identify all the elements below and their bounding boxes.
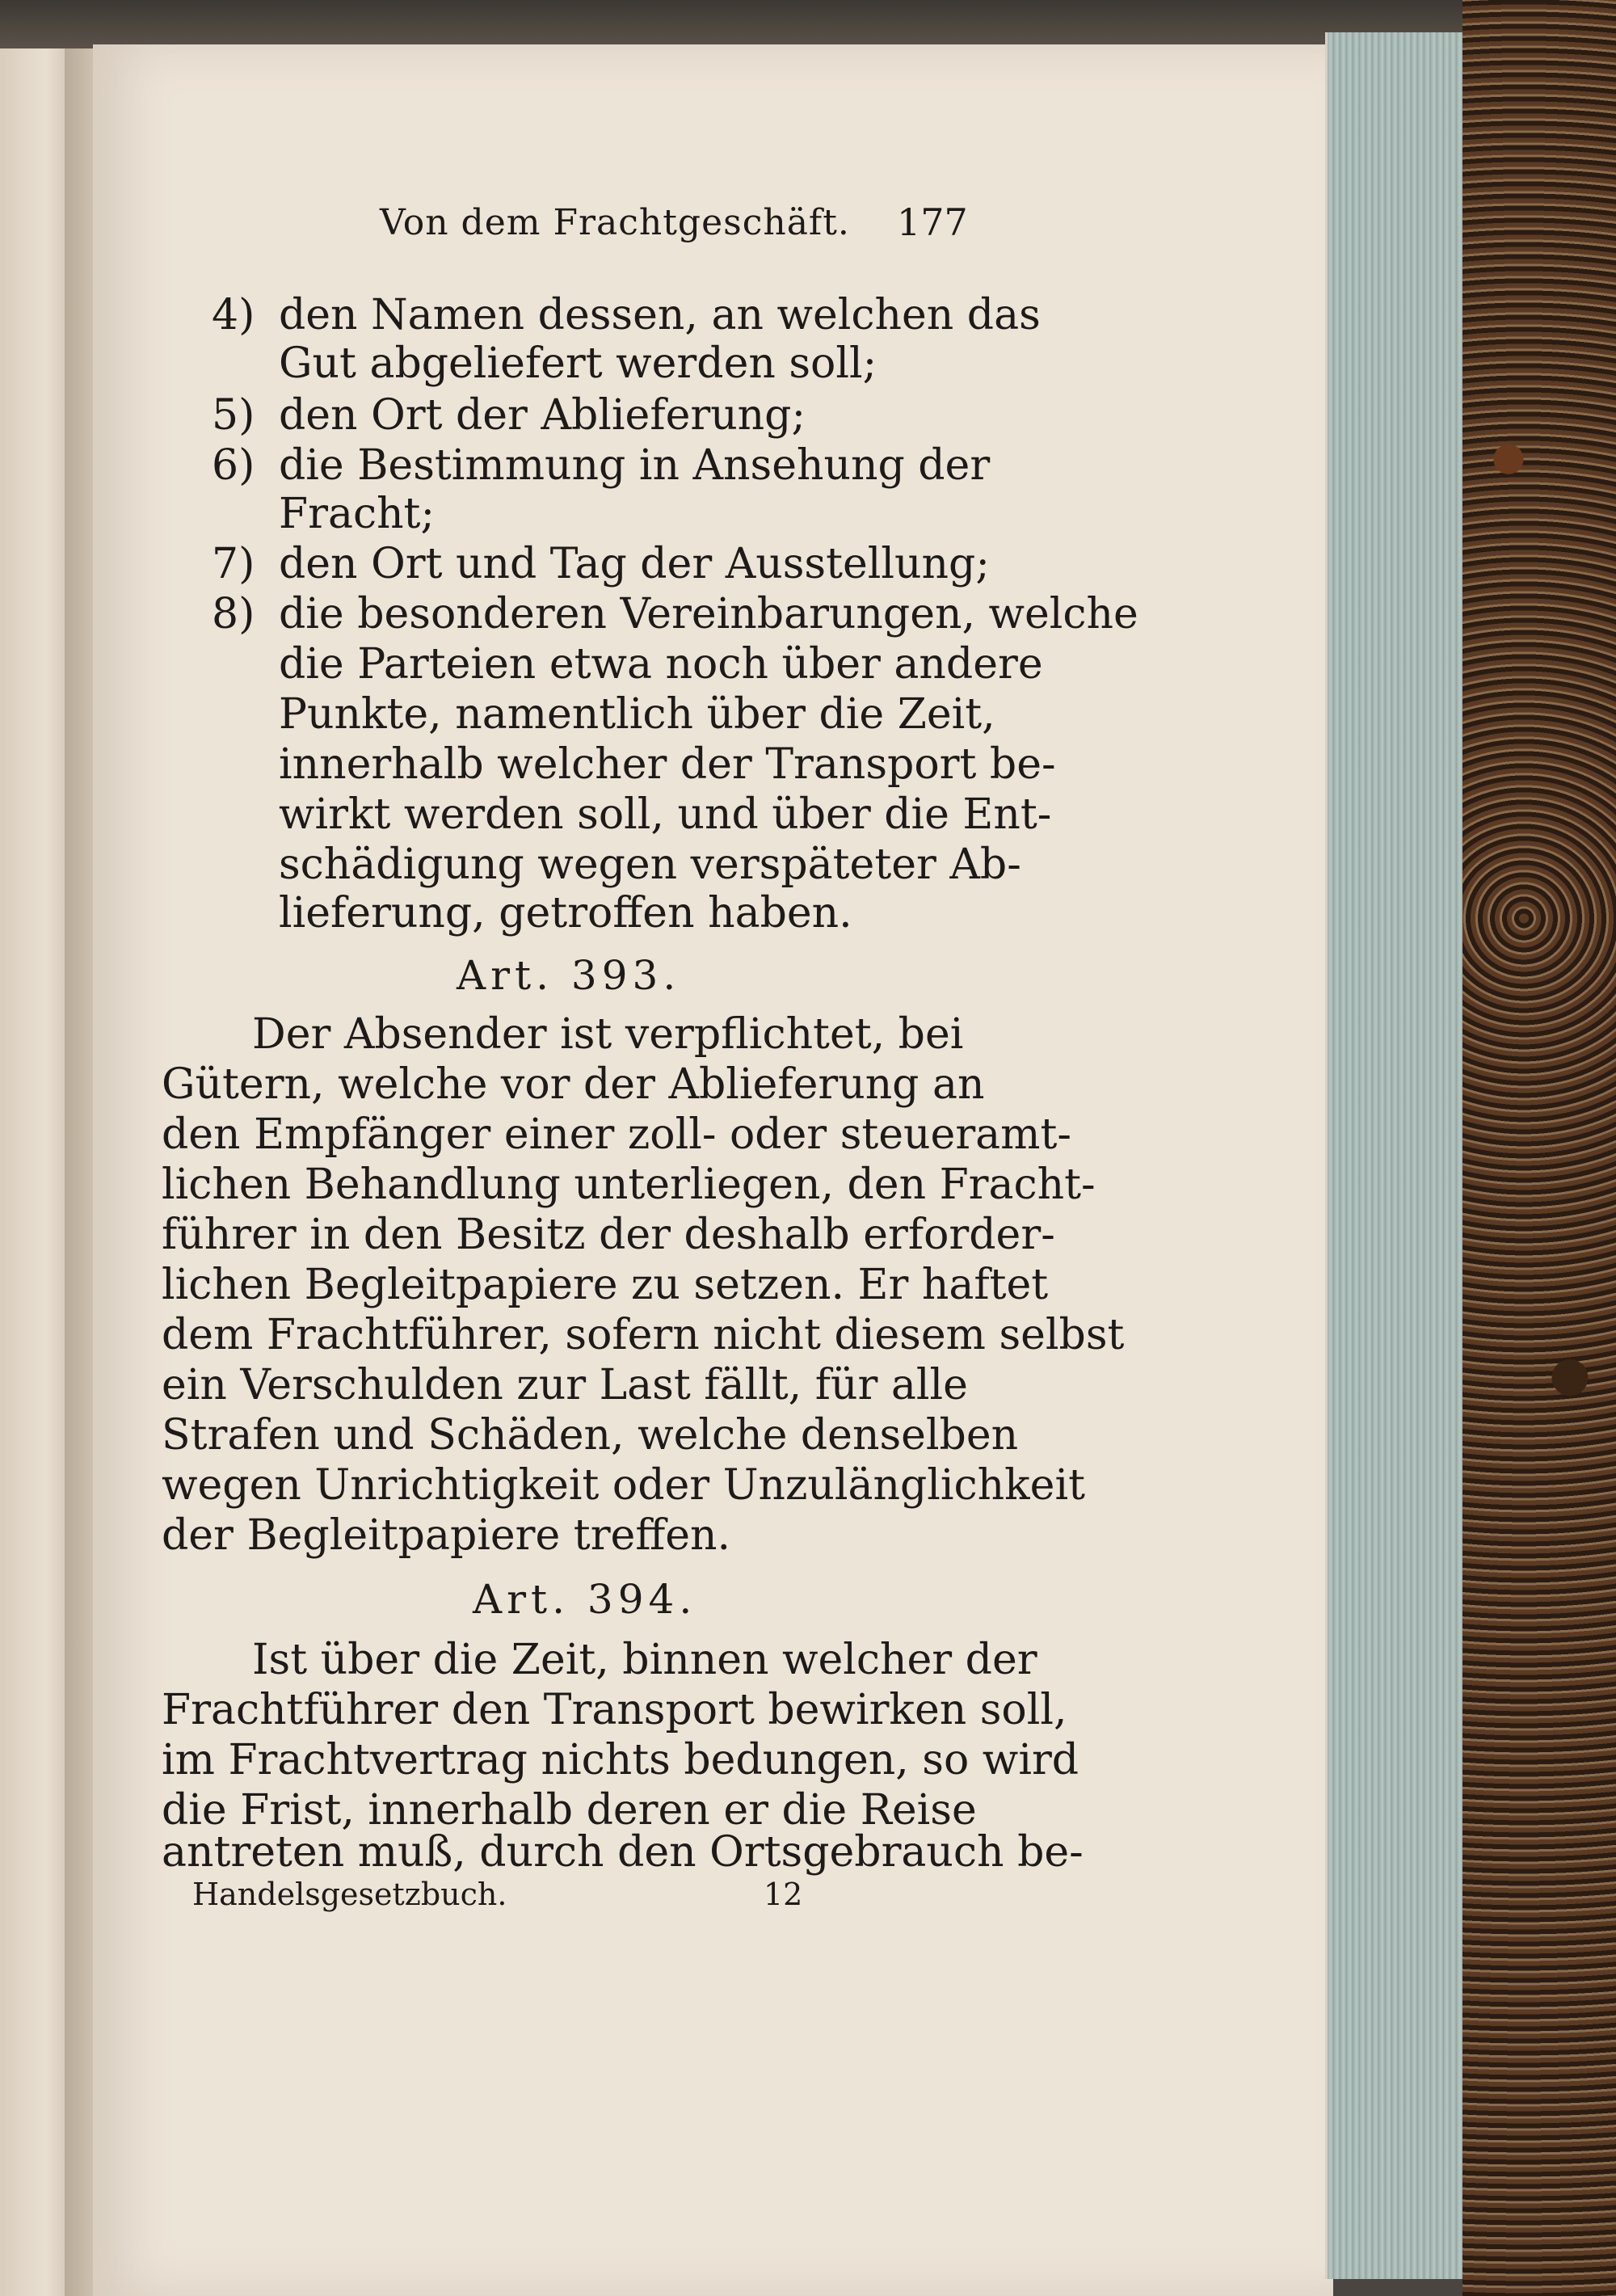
- list-item-number: 7): [212, 540, 255, 588]
- list-item-line: den Ort der Ablieferung;: [279, 391, 806, 440]
- list-item-number: 5): [212, 391, 255, 440]
- list-item-line: die Parteien etwa noch über andere: [279, 640, 1043, 689]
- list-item-line: Punkte, namentlich über die Zeit,: [279, 690, 995, 739]
- list-item-line: Fracht;: [279, 490, 435, 538]
- paragraph-line: Frachtführer den Transport bewirken soll,: [162, 1686, 1067, 1734]
- paragraph-line: wegen Unrichtigkeit oder Unzulänglichkeit: [162, 1461, 1085, 1510]
- list-item-line: wirkt werden soll, und über die Ent-: [279, 790, 1052, 839]
- paragraph-line: Ist über die Zeit, binnen welcher der: [252, 1636, 1037, 1684]
- paragraph-line: den Empfänger einer zoll- oder steueramt-: [162, 1110, 1071, 1159]
- list-item-line: schädigung wegen verspäteter Ab-: [279, 840, 1021, 889]
- paragraph-line: antreten muß, durch den Ortsgebrauch be-: [162, 1828, 1084, 1877]
- paragraph-line: Gütern, welche vor der Ablieferung an: [162, 1060, 985, 1109]
- paragraph-line: die Frist, innerhalb deren er die Reise: [162, 1786, 977, 1835]
- list-item-line: Gut abgeliefert werden soll;: [279, 339, 877, 388]
- article-heading: Art. 393.: [457, 952, 681, 999]
- paragraph-line: der Begleitpapiere treffen.: [162, 1511, 731, 1560]
- list-item-number: 4): [212, 291, 255, 339]
- page-block-edges: [1325, 32, 1465, 2279]
- paragraph-line: im Frachtvertrag nichts bedungen, so wird: [162, 1736, 1079, 1784]
- list-item-line: den Ort und Tag der Ausstellung;: [279, 540, 990, 588]
- paragraph-line: Strafen und Schäden, welche denselben: [162, 1411, 1019, 1460]
- paragraph-line: ein Verschulden zur Last fällt, für alle: [162, 1361, 968, 1409]
- marbled-cover: [1462, 0, 1616, 2296]
- paragraph-line: dem Frachtführer, sofern nicht diesem selbst: [162, 1311, 1125, 1359]
- list-item-line: die Bestimmung in Ansehung der: [279, 441, 991, 490]
- list-item-line: die besonderen Vereinbarungen, welche: [279, 590, 1138, 638]
- paragraph-line: lichen Begleitpapiere zu setzen. Er haftet: [162, 1261, 1049, 1309]
- signature-mark: Handelsgesetzbuch.: [192, 1877, 507, 1912]
- paragraph-line: Der Absender ist verpflichtet, bei: [252, 1010, 964, 1059]
- list-item-number: 6): [212, 441, 255, 490]
- list-item-line: den Namen dessen, an welchen das: [279, 291, 1041, 339]
- article-heading: Art. 394.: [473, 1576, 697, 1623]
- paragraph-line: lichen Behandlung unterliegen, den Fracht-: [162, 1161, 1096, 1209]
- paragraph-line: führer in den Besitz der deshalb erforder-: [162, 1211, 1055, 1259]
- list-item-line: innerhalb welcher der Transport be-: [279, 740, 1056, 789]
- running-title: Von dem Frachtgeschäft.: [380, 202, 850, 243]
- sheet-number: 12: [764, 1877, 803, 1912]
- page-number: 177: [897, 200, 968, 244]
- list-item-number: 8): [212, 590, 255, 638]
- list-item-line: lieferung, getroffen haben.: [279, 889, 852, 937]
